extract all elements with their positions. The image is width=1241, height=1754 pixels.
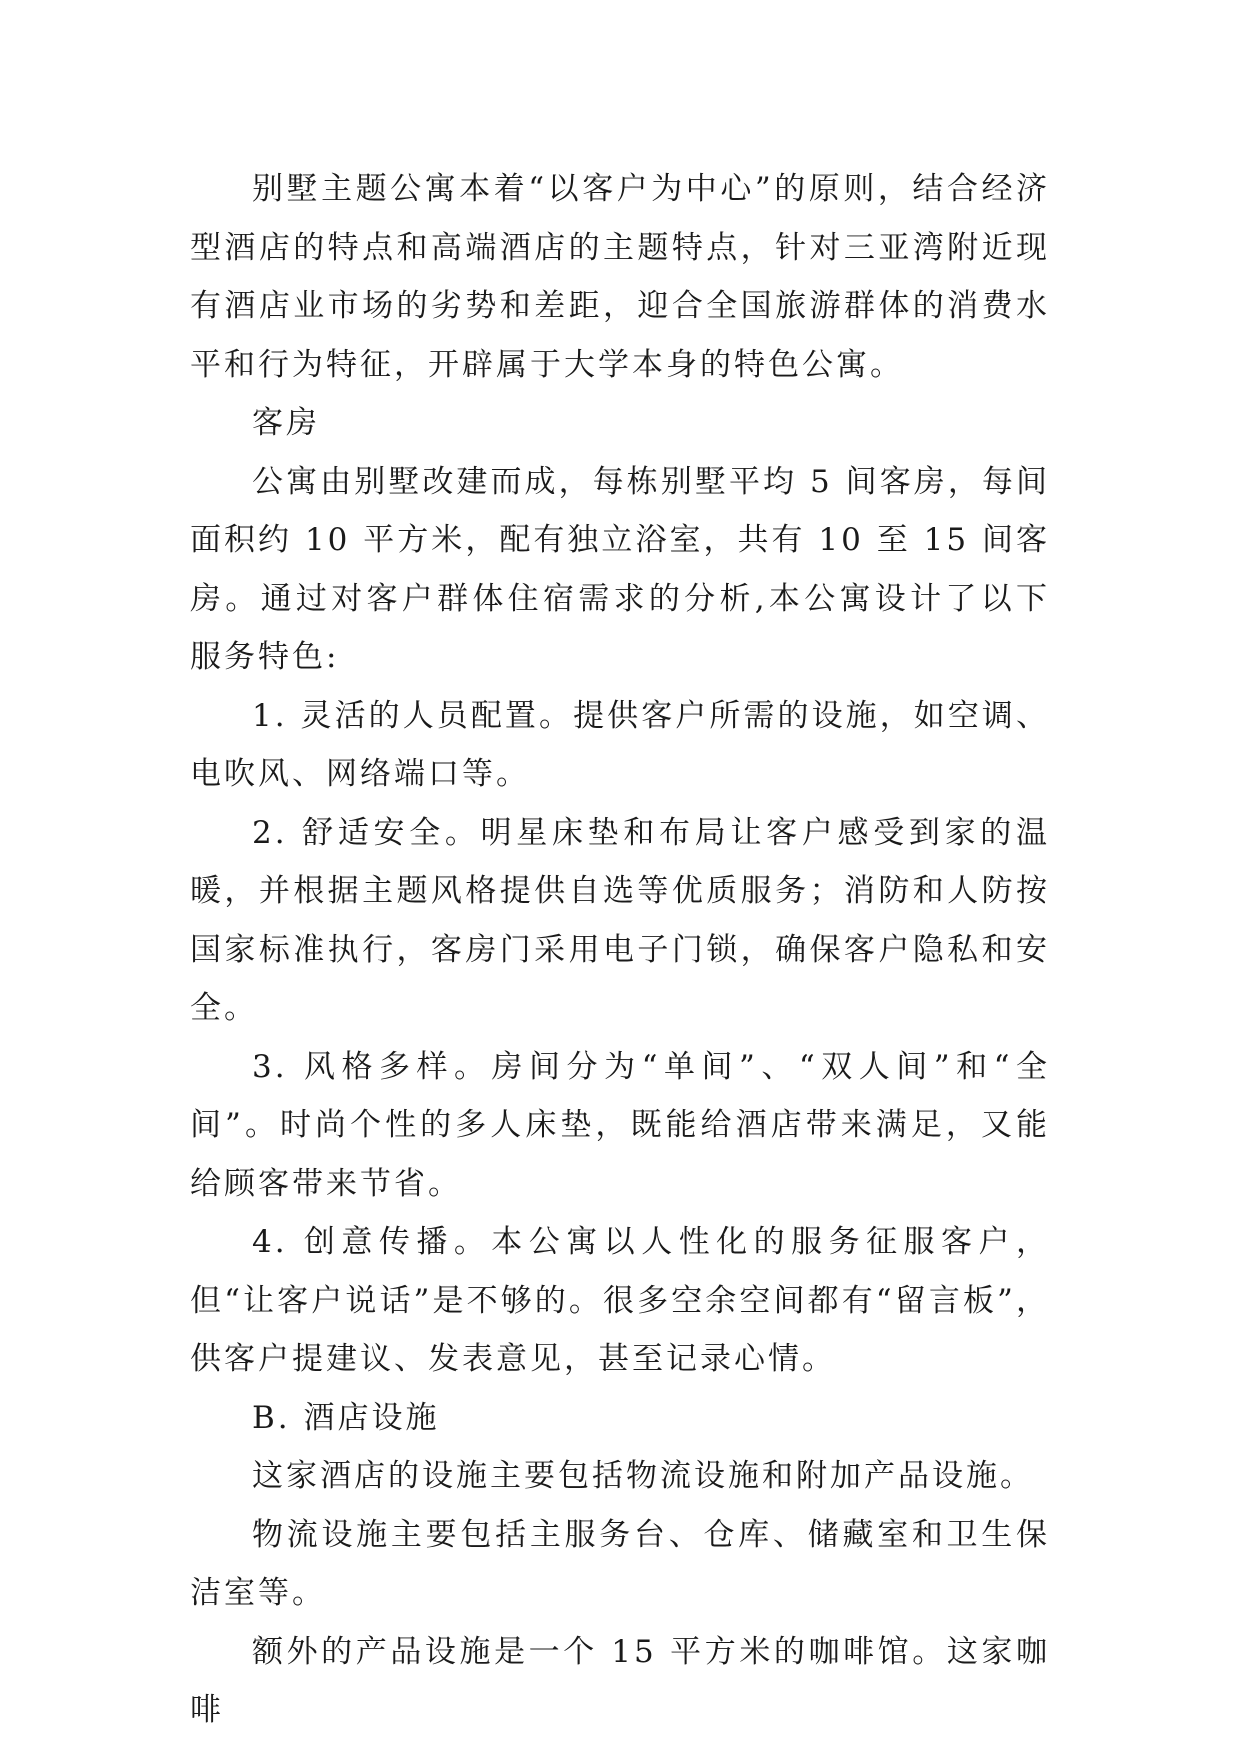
paragraph-facilities-overview: 这家酒店的设施主要包括物流设施和附加产品设施。 xyxy=(252,1458,1034,1494)
heading-hotel-facilities: B. 酒店设施 xyxy=(252,1399,440,1436)
paragraph-logistics: 物流设施主要包括主服务台、仓库、储藏室和卫生保洁室等。 xyxy=(190,1516,1050,1611)
heading-rooms: 客房 xyxy=(252,405,320,441)
list-item-1: 1. 灵活的人员配置。提供客户所需的设施，如空调、电吹风、网络端口等。 xyxy=(190,697,1050,792)
paragraph-cafe: 额外的产品设施是一个 15 平方米的咖啡馆。这家咖啡 xyxy=(190,1633,1050,1728)
document-body xyxy=(190,160,1050,1740)
list-item-3: 3. 风格多样。房间分为“单间”、“双人间”和“全间”。时尚个性的多人床垫，既能给酒店带来满足，又能给顾客带来节省。 xyxy=(190,1048,1050,1202)
paragraph-rooms: 公寓由别墅改建而成，每栋别墅平均 5 间客房，每间面积约 10 平方米，配有独立浴室，共有 10 至 15 间客房。通过对客户群体住宿需求的分析,本公寓设计了以下服务特色: xyxy=(190,463,1050,675)
list-item-4: 4. 创意传播。本公寓以人性化的服务征服客户，但“让客户说话”是不够的。很多空余空间都有“留言板”，供客户提建议、发表意见，甚至记录心情。 xyxy=(190,1224,1050,1377)
paragraph-intro: 别墅主题公寓本着“以客户为中心”的原则，结合经济型酒店的特点和高端酒店的主题特点，针对三亚湾附近现有酒店业市场的劣势和差距，迎合全国旅游群体的消费水平和行为特征，开辟属于大学本身的特色公寓。 xyxy=(190,171,1050,383)
list-item-2: 2. 舒适安全。明星床垫和布局让客户感受到家的温暖，并根据主题风格提供自选等优质服务；消防和人防按国家标准执行，客房门采用电子门锁，确保客户隐私和安全。 xyxy=(190,814,1050,1026)
